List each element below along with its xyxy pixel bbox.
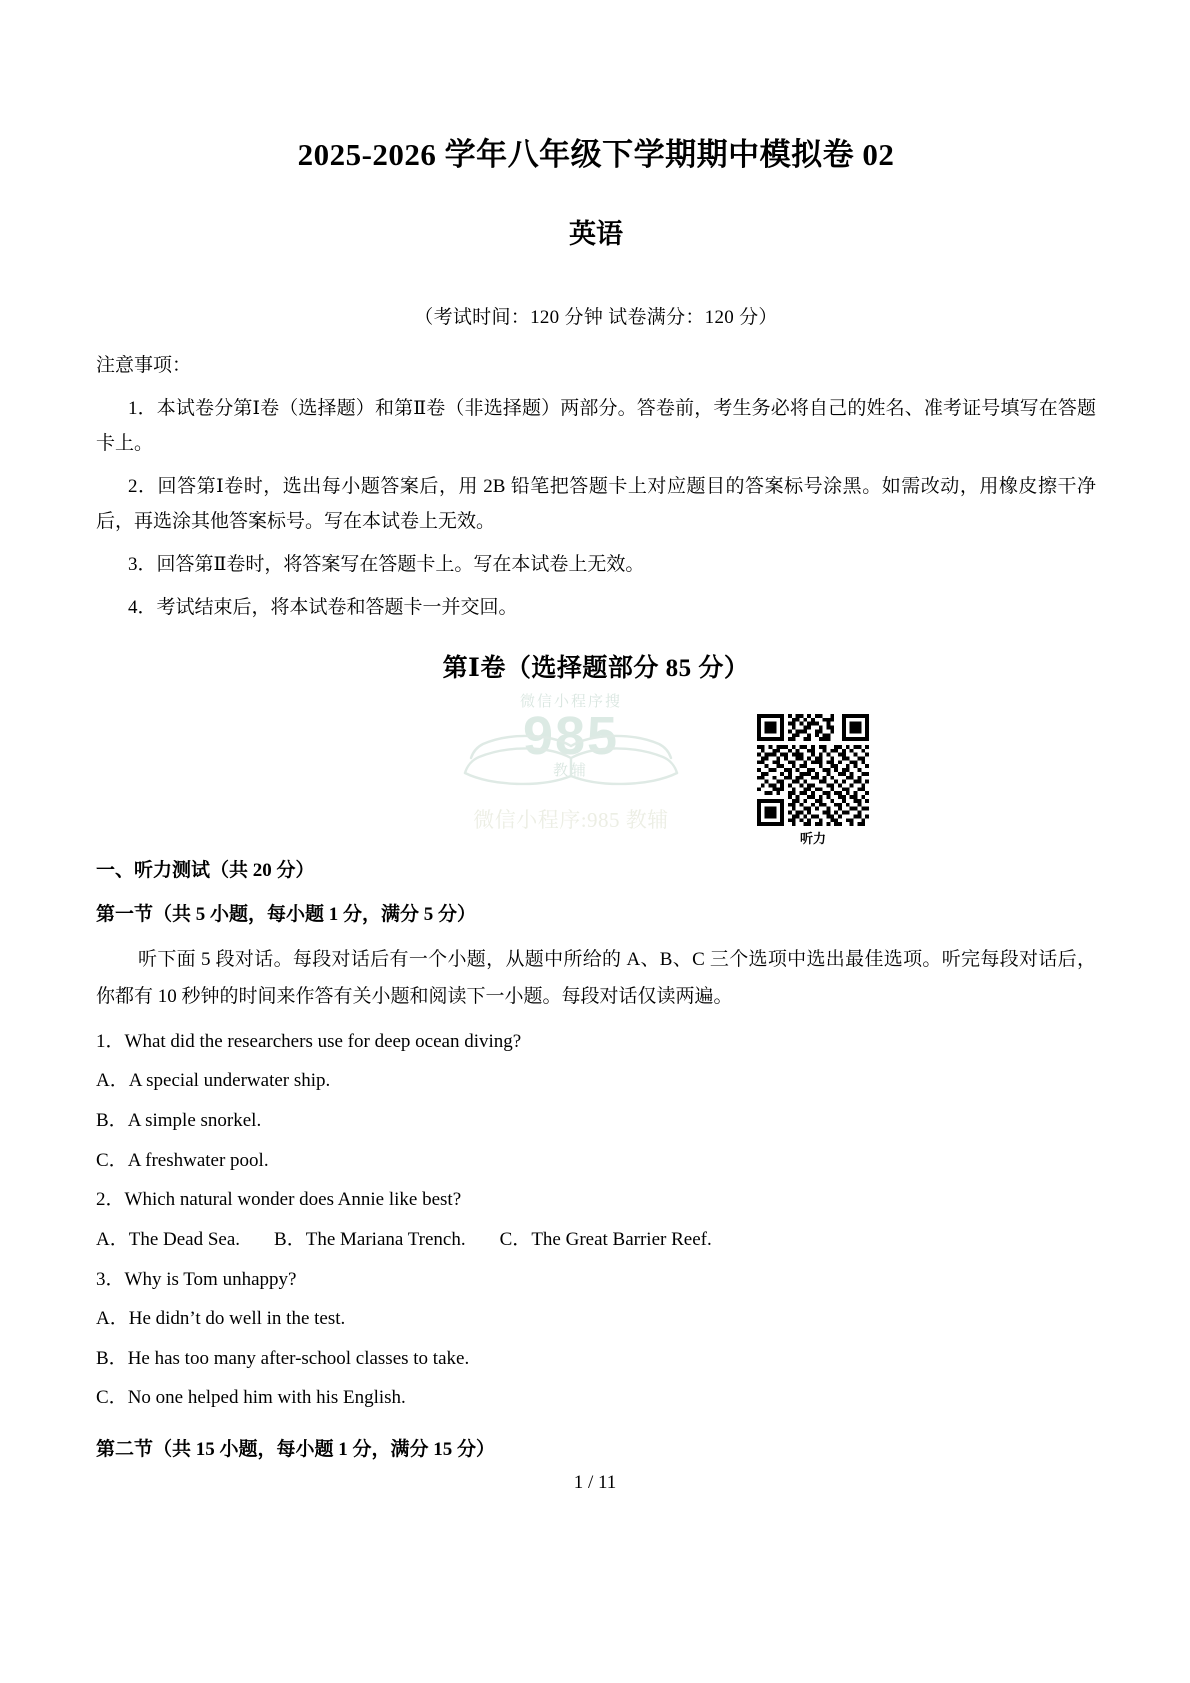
notice-item-1: 1．本试卷分第Ⅰ卷（选择题）和第Ⅱ卷（非选择题）两部分。答卷前，考生务必将自己的姓名、准考证号填写在答题卡上。 bbox=[96, 397, 1096, 454]
option-row[interactable] bbox=[96, 1371, 1096, 1411]
part-one-heading: 第Ⅰ卷（选择题部分 85 分） bbox=[442, 655, 750, 683]
watermark-sub-text: 教辅 bbox=[552, 761, 589, 779]
option-text: He has too many after-school classes to take. bbox=[127, 1347, 470, 1369]
question-number: 3． bbox=[96, 1268, 125, 1290]
listening-part-one-heading: 第一节（共 5 小题，每小题 1 分，满分 5 分） bbox=[96, 903, 477, 925]
question-text: Why is Tom unhappy? bbox=[124, 1268, 297, 1290]
open-book-icon bbox=[463, 730, 679, 792]
watermark-logo bbox=[451, 690, 691, 779]
qr-code-icon[interactable] bbox=[757, 714, 869, 826]
watermark-number: 985 bbox=[522, 706, 620, 767]
option-text: A freshwater pool. bbox=[127, 1149, 269, 1171]
question-text: What did the researchers use for deep ocean diving? bbox=[124, 1030, 522, 1052]
option-label: B． bbox=[96, 1347, 128, 1369]
option-text: The Mariana Trench. bbox=[305, 1228, 466, 1250]
question-stem bbox=[96, 1173, 1096, 1213]
option-label: B． bbox=[274, 1228, 306, 1250]
option-text: No one helped him with his English. bbox=[127, 1387, 406, 1409]
option-text: The Dead Sea. bbox=[128, 1228, 241, 1250]
option-text: A simple snorkel. bbox=[127, 1109, 262, 1131]
option-text: The Great Barrier Reef. bbox=[531, 1228, 712, 1250]
option-row[interactable] bbox=[96, 1332, 1096, 1372]
option-label: C． bbox=[499, 1228, 532, 1250]
listening-directions: 听下面 5 段对话。每段对话后有一个小题，从题中所给的 A、B、C 三个选项中选出最佳选项。听完每段对话后，你都有 10 秒钟的时间来作答有关小题和阅读下一小题。每段对话仅读两遍。 bbox=[96, 948, 1096, 1007]
notice-item-3: 3．回答第Ⅱ卷时，将答案写在答题卡上。写在本试卷上无效。 bbox=[128, 554, 645, 576]
option-row[interactable] bbox=[96, 1134, 1096, 1174]
option-row-inline[interactable] bbox=[96, 1213, 1096, 1253]
option-label: A． bbox=[96, 1308, 129, 1330]
listening-section-heading: 一、听力测试（共 20 分） bbox=[96, 860, 315, 882]
qr-code-block[interactable] bbox=[748, 714, 878, 847]
subject-title: 英语 bbox=[569, 219, 623, 250]
question-text: Which natural wonder does Annie like best? bbox=[124, 1189, 462, 1211]
watermark-top-text: 微信小程序搜 bbox=[519, 693, 622, 711]
notice-label: 注意事项： bbox=[96, 355, 192, 377]
option-label: C． bbox=[96, 1149, 128, 1171]
page-footer: 1 / 11 bbox=[573, 1472, 617, 1493]
exam-meta-line: （考试时间：120 分钟 试卷满分：120 分） bbox=[414, 307, 778, 329]
qr-code-label: 听力 bbox=[799, 831, 826, 847]
option-label: A． bbox=[96, 1228, 129, 1250]
option-row[interactable] bbox=[96, 1094, 1096, 1134]
question-stem bbox=[96, 1015, 1096, 1055]
option-row[interactable] bbox=[96, 1054, 1096, 1094]
question-number: 2． bbox=[96, 1189, 125, 1211]
option-label: C． bbox=[96, 1387, 128, 1409]
option-label: A． bbox=[96, 1070, 129, 1092]
watermark-and-qr-zone bbox=[96, 686, 1096, 846]
listening-part-two-heading: 第二节（共 15 小题，每小题 1 分，满分 15 分） bbox=[96, 1439, 496, 1461]
watermark-caption: 微信小程序:985 教辅 bbox=[473, 808, 669, 833]
notice-item-2: 2．回答第Ⅰ卷时，选出每小题答案后，用 2B 铅笔把答题卡上对应题目的答案标号涂黑。如需改动，用橡皮擦干净后，再选涂其他答案标号。写在本试卷上无效。 bbox=[96, 475, 1096, 533]
option-row[interactable] bbox=[96, 1292, 1096, 1332]
question-stem bbox=[96, 1253, 1096, 1293]
page-content bbox=[96, 0, 1096, 1465]
option-label: B． bbox=[96, 1109, 128, 1131]
option-text: He didn’t do well in the test. bbox=[128, 1308, 346, 1330]
question-number: 1． bbox=[96, 1030, 125, 1052]
option-text: A special underwater ship. bbox=[128, 1070, 331, 1092]
notice-item-4: 4．考试结束后，将本试卷和答题卡一并交回。 bbox=[128, 597, 518, 619]
page-title: 2025-2026 学年八年级下学期期中模拟卷 02 bbox=[297, 137, 895, 172]
